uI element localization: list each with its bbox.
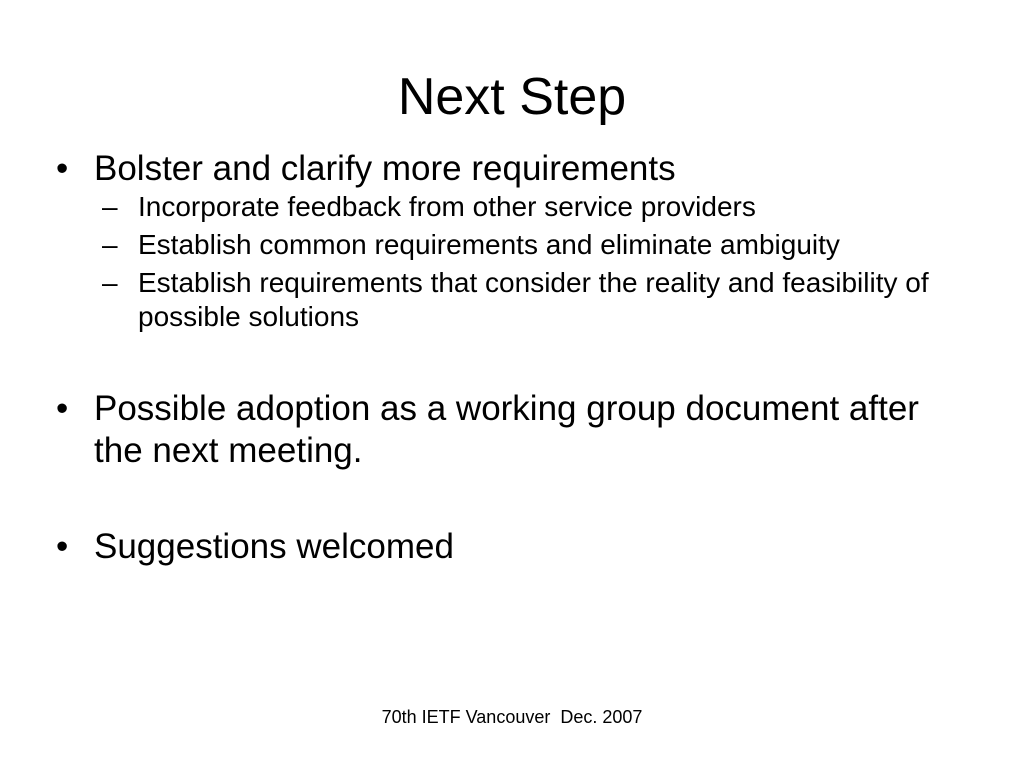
bullet-marker: • (56, 527, 69, 566)
bullet-item (56, 526, 956, 568)
dash-marker: – (102, 229, 118, 260)
sub-bullet-list (56, 190, 956, 334)
dash-marker: – (102, 191, 118, 222)
slide-title: Next Step (397, 68, 627, 126)
bullet-text: Bolster and clarify more requirements (94, 149, 676, 188)
sub-bullet-item (56, 190, 956, 224)
bullet-marker: • (56, 389, 69, 428)
bullet-marker: • (56, 149, 69, 188)
sub-bullet-item (56, 266, 956, 334)
bullet-item (56, 388, 956, 472)
bullet-text: Suggestions welcomed (94, 527, 454, 566)
sub-bullet-text: Incorporate feedback from other service providers (138, 191, 756, 222)
bullet-list (56, 148, 956, 568)
bullet-item (56, 148, 956, 190)
sub-bullet-item (56, 228, 956, 262)
sub-bullet-text: Establish common requirements and eliminate ambiguity (138, 229, 840, 260)
dash-marker: – (102, 267, 118, 298)
slide-footer: 70th IETF Vancouver Dec. 2007 (381, 707, 643, 727)
bullet-text: Possible adoption as a working group document after the next meeting. (94, 389, 919, 470)
sub-bullet-text: Establish requirements that consider the reality and feasibility of possible solutions (138, 267, 929, 332)
